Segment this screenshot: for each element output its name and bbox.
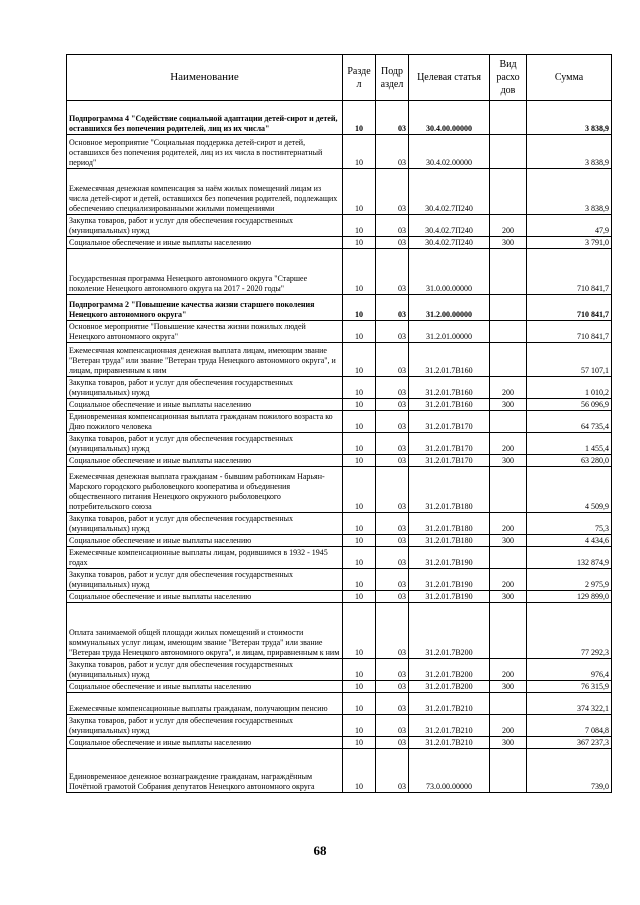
- row-subsection-cell: 03: [376, 455, 409, 467]
- row-expense-type-cell: [490, 135, 527, 169]
- table-row: [67, 169, 612, 215]
- row-subsection-cell: 03: [376, 377, 409, 399]
- row-name-cell: Социальное обеспечение и иные выплаты населению: [67, 737, 343, 749]
- row-target-article-cell: 31.2.01.7В180: [409, 513, 490, 535]
- table-row: [67, 513, 612, 535]
- row-section-cell: 10: [343, 715, 376, 737]
- row-target-article-cell: 31.2.01.7В170: [409, 455, 490, 467]
- row-expense-type-cell: [490, 411, 527, 433]
- table-row: [67, 693, 612, 715]
- row-name-cell: Социальное обеспечение и иные выплаты населению: [67, 237, 343, 249]
- row-expense-type-cell: [490, 693, 527, 715]
- table-body: [67, 101, 612, 793]
- row-section-cell: 10: [343, 295, 376, 321]
- row-section-cell: 10: [343, 249, 376, 295]
- row-amount-cell: 3 838,9: [527, 101, 612, 135]
- table-row: [67, 535, 612, 547]
- row-subsection-cell: 03: [376, 659, 409, 681]
- row-target-article-cell: 31.0.00.00000: [409, 249, 490, 295]
- page-number: 68: [313, 843, 327, 858]
- table-row: [67, 603, 612, 659]
- row-amount-cell: 57 107,1: [527, 343, 612, 377]
- table-row: [67, 569, 612, 591]
- row-target-article-cell: 30.4.00.00000: [409, 101, 490, 135]
- header-target-article: Целевая статья: [409, 55, 490, 101]
- row-expense-type-cell: 200: [490, 715, 527, 737]
- table-row: [67, 411, 612, 433]
- row-expense-type-cell: [490, 547, 527, 569]
- row-amount-cell: 47,9: [527, 215, 612, 237]
- row-name-cell: Ежемесячные компенсационные выплаты лицам, родившимся в 1932 - 1945 годах: [67, 547, 343, 569]
- row-name-cell: Единовременное денежное вознаграждение гражданам, награждённым Почётной грамотой Собрания депутатов Ненецкого автономного округа: [67, 749, 343, 793]
- table-row: [67, 215, 612, 237]
- row-expense-type-cell: [490, 321, 527, 343]
- row-amount-cell: 132 874,9: [527, 547, 612, 569]
- row-target-article-cell: 31.2.00.00000: [409, 295, 490, 321]
- row-expense-type-cell: [490, 343, 527, 377]
- row-section-cell: 10: [343, 603, 376, 659]
- row-subsection-cell: 03: [376, 603, 409, 659]
- header-name: Наименование: [67, 55, 343, 101]
- row-name-cell: Социальное обеспечение и иные выплаты населению: [67, 681, 343, 693]
- row-target-article-cell: 31.2.01.7В190: [409, 547, 490, 569]
- row-expense-type-cell: 200: [490, 659, 527, 681]
- table-row: [67, 249, 612, 295]
- row-expense-type-cell: [490, 169, 527, 215]
- row-section-cell: 10: [343, 399, 376, 411]
- row-target-article-cell: 73.0.00.00000: [409, 749, 490, 793]
- row-name-cell: Ежемесячная денежная выплата гражданам - бывшим работникам Нарьян-Марского городского рыболовецкого кооператива и объединения общественного питания Ненецкого окружного рыболовецкого потребительского союза: [67, 467, 343, 513]
- row-section-cell: 10: [343, 101, 376, 135]
- row-amount-cell: 374 322,1: [527, 693, 612, 715]
- row-section-cell: 10: [343, 547, 376, 569]
- row-target-article-cell: 30.4.02.7П240: [409, 237, 490, 249]
- row-target-article-cell: 31.2.01.7В200: [409, 659, 490, 681]
- header-subsection: Подр аздел: [376, 55, 409, 101]
- row-target-article-cell: 31.2.01.7В160: [409, 377, 490, 399]
- row-section-cell: 10: [343, 737, 376, 749]
- table-row: [67, 715, 612, 737]
- row-target-article-cell: 30.4.02.7П240: [409, 215, 490, 237]
- row-amount-cell: 976,4: [527, 659, 612, 681]
- row-expense-type-cell: [490, 749, 527, 793]
- row-amount-cell: 7 084,8: [527, 715, 612, 737]
- row-expense-type-cell: 200: [490, 377, 527, 399]
- header-amount: Сумма: [527, 55, 612, 101]
- row-subsection-cell: 03: [376, 343, 409, 377]
- row-section-cell: 10: [343, 237, 376, 249]
- row-subsection-cell: 03: [376, 321, 409, 343]
- row-name-cell: Закупка товаров, работ и услуг для обеспечения государственных (муниципальных) нужд: [67, 513, 343, 535]
- row-subsection-cell: 03: [376, 411, 409, 433]
- row-subsection-cell: 03: [376, 433, 409, 455]
- table-header-row: [67, 55, 612, 101]
- row-target-article-cell: 31.2.01.7В170: [409, 411, 490, 433]
- row-section-cell: 10: [343, 467, 376, 513]
- row-subsection-cell: 03: [376, 569, 409, 591]
- row-amount-cell: 129 899,0: [527, 591, 612, 603]
- row-section-cell: 10: [343, 215, 376, 237]
- row-expense-type-cell: 200: [490, 215, 527, 237]
- row-expense-type-cell: 200: [490, 569, 527, 591]
- row-section-cell: 10: [343, 569, 376, 591]
- row-expense-type-cell: [490, 101, 527, 135]
- row-name-cell: Ежемесячная компенсационная денежная выплата лицам, имеющим звание "Ветеран труда" или звание "Ветеран труда Ненецкого автономного округа", и лицам, приравненным к ним: [67, 343, 343, 377]
- table-row: [67, 547, 612, 569]
- row-section-cell: 10: [343, 411, 376, 433]
- row-name-cell: Закупка товаров, работ и услуг для обеспечения государственных (муниципальных) нужд: [67, 433, 343, 455]
- table-row: [67, 749, 612, 793]
- row-expense-type-cell: 300: [490, 237, 527, 249]
- row-expense-type-cell: [490, 249, 527, 295]
- row-expense-type-cell: 300: [490, 455, 527, 467]
- row-section-cell: 10: [343, 693, 376, 715]
- row-subsection-cell: 03: [376, 249, 409, 295]
- row-amount-cell: 3 838,9: [527, 135, 612, 169]
- row-expense-type-cell: [490, 295, 527, 321]
- row-name-cell: Государственная программа Ненецкого автономного округа "Старшее поколение Ненецкого автономного округа на 2017 - 2020 годы": [67, 249, 343, 295]
- row-subsection-cell: 03: [376, 135, 409, 169]
- row-name-cell: Основное мероприятие "Повышение качества жизни пожилых людей Ненецкого автономного округа": [67, 321, 343, 343]
- row-section-cell: 10: [343, 455, 376, 467]
- row-name-cell: Подпрограмма 2 "Повышение качества жизни старшего поколения Ненецкого автономного округа": [67, 295, 343, 321]
- row-target-article-cell: 31.2.01.7В170: [409, 433, 490, 455]
- row-amount-cell: 76 315,9: [527, 681, 612, 693]
- row-target-article-cell: 31.2.01.7В210: [409, 715, 490, 737]
- row-subsection-cell: 03: [376, 693, 409, 715]
- row-name-cell: Социальное обеспечение и иные выплаты населению: [67, 591, 343, 603]
- row-amount-cell: 2 975,9: [527, 569, 612, 591]
- row-subsection-cell: 03: [376, 295, 409, 321]
- row-amount-cell: 367 237,3: [527, 737, 612, 749]
- row-section-cell: 10: [343, 659, 376, 681]
- table-row: [67, 237, 612, 249]
- table-row: [67, 455, 612, 467]
- row-section-cell: 10: [343, 535, 376, 547]
- row-name-cell: Закупка товаров, работ и услуг для обеспечения государственных (муниципальных) нужд: [67, 659, 343, 681]
- row-section-cell: 10: [343, 135, 376, 169]
- row-target-article-cell: 31.2.01.7В200: [409, 681, 490, 693]
- table-row: [67, 135, 612, 169]
- row-target-article-cell: 31.2.01.7В160: [409, 343, 490, 377]
- row-target-article-cell: 31.2.01.7В180: [409, 535, 490, 547]
- row-subsection-cell: 03: [376, 547, 409, 569]
- row-amount-cell: 4 509,9: [527, 467, 612, 513]
- row-amount-cell: 77 292,3: [527, 603, 612, 659]
- row-amount-cell: 3 791,0: [527, 237, 612, 249]
- row-name-cell: Ежемесячная денежная компенсация за наём жилых помещений лицам из числа детей-сирот и детей, оставшихся без попечения родителей, подлежащих обеспечению специализированными жилыми помещениями: [67, 169, 343, 215]
- row-subsection-cell: 03: [376, 215, 409, 237]
- row-section-cell: 10: [343, 433, 376, 455]
- row-subsection-cell: 03: [376, 591, 409, 603]
- header-expense-type: Вид расхо дов: [490, 55, 527, 101]
- row-amount-cell: 710 841,7: [527, 321, 612, 343]
- row-expense-type-cell: 200: [490, 513, 527, 535]
- row-subsection-cell: 03: [376, 467, 409, 513]
- row-name-cell: Подпрограмма 4 "Содействие социальной адаптации детей-сирот и детей, оставшихся без попечения родителей, лиц из их числа": [67, 101, 343, 135]
- table-row: [67, 295, 612, 321]
- row-name-cell: Основное мероприятие "Социальная поддержка детей-сирот и детей, оставшихся без попечения родителей, лиц из их числа в постинтернатный период": [67, 135, 343, 169]
- row-target-article-cell: 31.2.01.7В210: [409, 737, 490, 749]
- row-target-article-cell: 31.2.01.7В190: [409, 569, 490, 591]
- table-row: [67, 737, 612, 749]
- row-name-cell: Оплата занимаемой общей площади жилых помещений и стоимости коммунальных услуг лицам, имеющим звание "Ветеран труда" или звание "Ветеран труда Ненецкого автономного округа", и лицам, приравненным к ним: [67, 603, 343, 659]
- row-target-article-cell: 31.2.01.7В200: [409, 603, 490, 659]
- row-section-cell: 10: [343, 343, 376, 377]
- row-subsection-cell: 03: [376, 749, 409, 793]
- row-subsection-cell: 03: [376, 535, 409, 547]
- table-row: [67, 433, 612, 455]
- row-name-cell: Закупка товаров, работ и услуг для обеспечения государственных (муниципальных) нужд: [67, 715, 343, 737]
- row-section-cell: 10: [343, 377, 376, 399]
- table-row: [67, 467, 612, 513]
- row-name-cell: Социальное обеспечение и иные выплаты населению: [67, 535, 343, 547]
- row-target-article-cell: 30.4.02.7П240: [409, 169, 490, 215]
- row-section-cell: 10: [343, 749, 376, 793]
- row-name-cell: Социальное обеспечение и иные выплаты населению: [67, 399, 343, 411]
- row-section-cell: 10: [343, 681, 376, 693]
- row-name-cell: Закупка товаров, работ и услуг для обеспечения государственных (муниципальных) нужд: [67, 377, 343, 399]
- table-row: [67, 591, 612, 603]
- row-amount-cell: 4 434,6: [527, 535, 612, 547]
- table-row: [67, 101, 612, 135]
- row-section-cell: 10: [343, 169, 376, 215]
- row-amount-cell: 64 735,4: [527, 411, 612, 433]
- budget-table: [66, 54, 612, 793]
- row-target-article-cell: 31.2.01.7В210: [409, 693, 490, 715]
- header-section: Разде л: [343, 55, 376, 101]
- row-expense-type-cell: [490, 467, 527, 513]
- row-target-article-cell: 31.2.01.7В190: [409, 591, 490, 603]
- row-subsection-cell: 03: [376, 399, 409, 411]
- row-name-cell: Единовременная компенсационная выплата гражданам пожилого возраста ко Дню пожилого человека: [67, 411, 343, 433]
- table-row: [67, 377, 612, 399]
- table-row: [67, 399, 612, 411]
- row-target-article-cell: 31.2.01.7В160: [409, 399, 490, 411]
- row-name-cell: Закупка товаров, работ и услуг для обеспечения государственных (муниципальных) нужд: [67, 569, 343, 591]
- row-amount-cell: 739,0: [527, 749, 612, 793]
- row-expense-type-cell: 300: [490, 399, 527, 411]
- row-expense-type-cell: 300: [490, 535, 527, 547]
- row-name-cell: Социальное обеспечение и иные выплаты населению: [67, 455, 343, 467]
- row-target-article-cell: 31.2.01.7В180: [409, 467, 490, 513]
- row-amount-cell: 1 455,4: [527, 433, 612, 455]
- table-row: [67, 681, 612, 693]
- row-amount-cell: 1 010,2: [527, 377, 612, 399]
- table-row: [67, 659, 612, 681]
- row-amount-cell: 63 280,0: [527, 455, 612, 467]
- row-amount-cell: 75,3: [527, 513, 612, 535]
- table-row: [67, 321, 612, 343]
- row-subsection-cell: 03: [376, 681, 409, 693]
- row-section-cell: 10: [343, 321, 376, 343]
- row-amount-cell: 3 838,9: [527, 169, 612, 215]
- row-subsection-cell: 03: [376, 169, 409, 215]
- row-target-article-cell: 30.4.02.00000: [409, 135, 490, 169]
- row-amount-cell: 710 841,7: [527, 249, 612, 295]
- row-expense-type-cell: 300: [490, 681, 527, 693]
- row-name-cell: Ежемесячные компенсационные выплаты гражданам, получающим пенсию: [67, 693, 343, 715]
- row-name-cell: Закупка товаров, работ и услуг для обеспечения государственных (муниципальных) нужд: [67, 215, 343, 237]
- row-target-article-cell: 31.2.01.00000: [409, 321, 490, 343]
- row-section-cell: 10: [343, 591, 376, 603]
- row-expense-type-cell: 200: [490, 433, 527, 455]
- row-expense-type-cell: [490, 603, 527, 659]
- row-subsection-cell: 03: [376, 237, 409, 249]
- row-expense-type-cell: 300: [490, 591, 527, 603]
- row-subsection-cell: 03: [376, 513, 409, 535]
- table-row: [67, 343, 612, 377]
- row-amount-cell: 56 096,9: [527, 399, 612, 411]
- row-expense-type-cell: 300: [490, 737, 527, 749]
- row-section-cell: 10: [343, 513, 376, 535]
- row-subsection-cell: 03: [376, 715, 409, 737]
- row-subsection-cell: 03: [376, 101, 409, 135]
- row-subsection-cell: 03: [376, 737, 409, 749]
- row-amount-cell: 710 841,7: [527, 295, 612, 321]
